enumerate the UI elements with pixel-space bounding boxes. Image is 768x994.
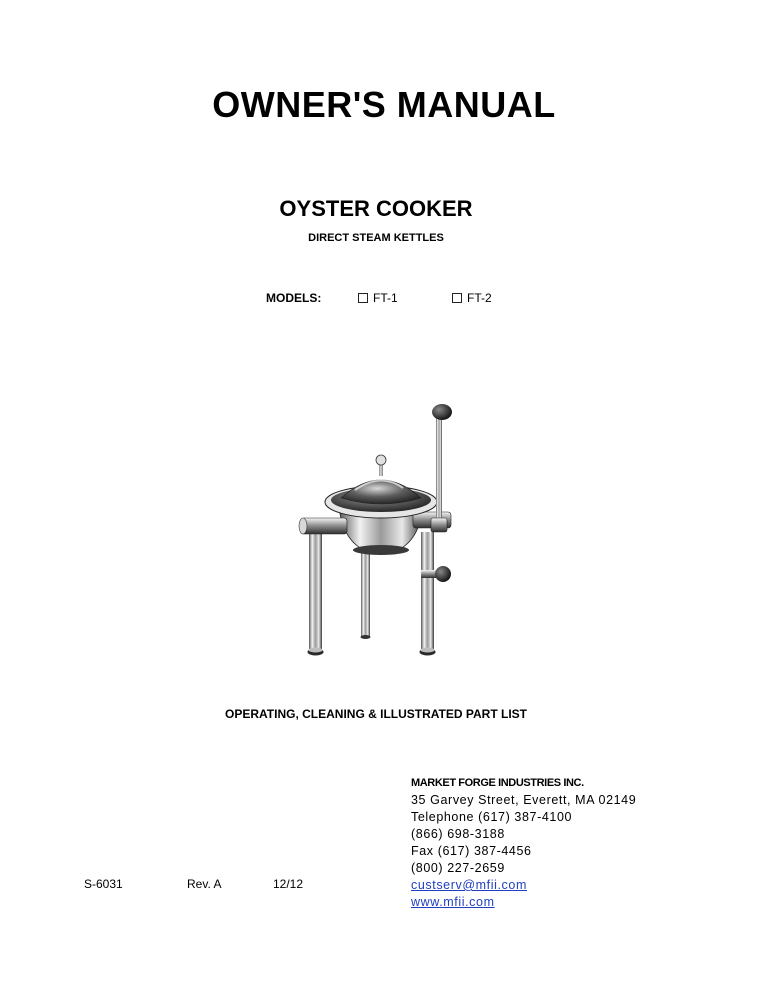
company-fax: Fax (617) 387-4456 [411,844,532,858]
checkbox-icon[interactable] [358,293,368,303]
website-link[interactable]: www.mfii.com [411,895,495,909]
manual-contents: OPERATING, CLEANING & ILLUSTRATED PART LIST [225,707,527,721]
company-telephone: Telephone (617) 387-4100 [411,810,573,824]
company-address: 35 Garvey Street, Everett, MA 02149 [411,793,637,807]
contact-block [411,775,636,911]
model-option-label: FT-1 [373,291,398,305]
steam-kettle-photo [295,402,467,670]
model-option-label: FT-2 [467,291,492,305]
company-tollfree-phone: (866) 698-3188 [411,827,505,841]
document-date: 12/12 [273,877,304,891]
product-subtitle: DIRECT STEAM KETTLES [308,232,444,244]
document-number: S-6031 [84,877,123,891]
models-row [0,291,768,311]
model-option-ft2[interactable] [452,291,492,305]
product-name: OYSTER COOKER [279,196,473,221]
model-option-ft1[interactable] [358,291,398,305]
checkbox-icon[interactable] [452,293,462,303]
models-label: MODELS: [266,291,322,305]
email-link[interactable]: custserv@mfii.com [411,878,527,892]
manual-title: OWNER'S MANUAL [212,84,556,125]
company-name: MARKET FORGE INDUSTRIES INC. [411,777,584,789]
company-tollfree-fax: (800) 227-2659 [411,861,505,875]
document-revision: Rev. A [187,877,222,891]
